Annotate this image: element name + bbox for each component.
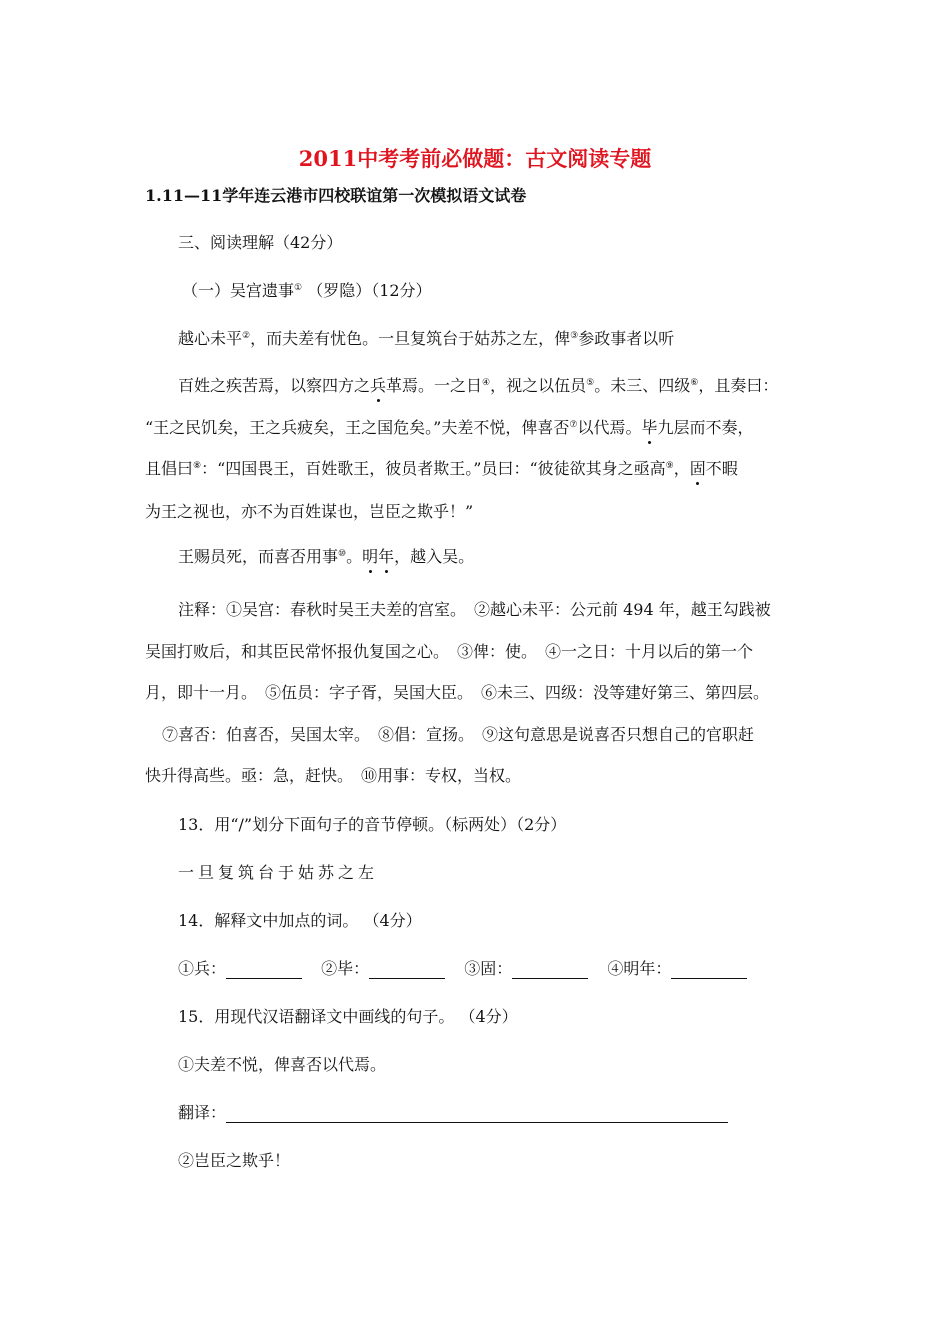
text-span: ，而夫差有忧色。一旦复筑台于姑苏之左，俾 (250, 329, 571, 348)
answer-blank[interactable] (369, 962, 445, 979)
translation-row (178, 1103, 728, 1123)
text-span: ， (673, 459, 690, 478)
question-15-sentence-2: ②岂臣之欺乎！ (178, 1151, 291, 1170)
text-span: 越心未平 (178, 329, 243, 348)
translation-label: 翻译： (178, 1103, 227, 1122)
dotted-word-ming: 明 (362, 547, 379, 566)
passage-author: （罗隐）（12分） (307, 281, 432, 300)
footnote-ref: ⑩ (338, 549, 347, 559)
notes-line-5: 快升得高些。亟：急，赶快。 ⑩用事：专权，当权。 (145, 766, 522, 785)
passage-heading (182, 281, 432, 301)
passage-line-4 (145, 459, 738, 479)
text-span: 以代焉。 (577, 418, 642, 437)
question-15-sentence-1: ①夫差不悦，俾喜否以代焉。 (178, 1055, 387, 1074)
dotted-word-nian: 年 (378, 547, 395, 566)
passage-line-3 (145, 418, 754, 438)
text-span: 。 (346, 547, 363, 566)
text-span: 九层而不奏， (657, 418, 754, 437)
text-span: 革焉。一之日 (386, 376, 483, 395)
answer-blank[interactable] (671, 962, 747, 979)
exam-heading: 1.11—11学年连云港市四校联谊第一次模拟语文试卷 (145, 186, 527, 205)
answer-blank[interactable] (226, 962, 302, 979)
text-span: 参政事者以听 (578, 329, 675, 348)
text-span: ，越入吴。 (394, 547, 475, 566)
question-13-sentence: 一旦复筑台于姑苏之左 (178, 863, 379, 882)
footnote-ref: ⑥ (690, 378, 699, 388)
text-span: 且倡曰 (145, 459, 194, 478)
dotted-word-bing: 兵 (370, 376, 387, 395)
footnote-ref: ⑨ (665, 461, 674, 471)
blank-label: ④明年： (607, 959, 672, 978)
passage-line-5: 为王之视也，亦不为百姓谋也，岂臣之欺乎！” (145, 502, 474, 521)
text-span: 。未三、四级 (594, 376, 691, 395)
footnote-ref: ⑧ (193, 461, 202, 471)
passage-line-6 (178, 547, 474, 567)
footnote-ref: ① (294, 283, 303, 293)
blank-label: ②毕： (321, 959, 370, 978)
text-span: 不暇 (705, 459, 738, 478)
footnote-ref: ② (242, 331, 251, 341)
text-span: 百姓之疾苦焉，以察四方之 (178, 376, 371, 395)
text-span: ，视之以伍员 (490, 376, 587, 395)
notes-line-2: 吴国打败后，和其臣民常怀报仇复国之心。 ③俾：使。 ④一之日：十月以后的第一个 (145, 642, 754, 661)
passage-line-2 (178, 376, 778, 396)
text-span: 王赐员死，而喜否用事 (178, 547, 339, 566)
passage-part: （一）吴宫遗事 (182, 281, 295, 300)
blank-label: ①兵： (178, 959, 227, 978)
section-heading: 三、阅读理解（42分） (178, 233, 343, 252)
answer-blank[interactable] (512, 962, 588, 979)
blank-label: ③固： (464, 959, 513, 978)
notes-line-1: 注释：①吴宫：春秋时吴王夫差的宫室。 ②越心未平：公元前 494 年，越王勾践被 (178, 600, 771, 619)
text-span: “王之民饥矣，王之兵疲矣，王之国危矣。”夫差不悦，俾喜否 (145, 418, 570, 437)
question-14: 14．解释文中加点的词。 （4分） (178, 911, 422, 930)
notes-line-4: ⑦喜否：伯喜否，吴国太宰。 ⑧倡：宣扬。 ⑨这句意思是说喜否只想自己的官职赶 (162, 725, 755, 744)
question-13: 13．用“/”划分下面句子的音节停顿。（标两处）（2分） (178, 815, 567, 834)
dotted-word-bi: 毕 (641, 418, 658, 437)
question-14-blanks (178, 959, 761, 979)
footnote-ref: ⑦ (569, 420, 578, 430)
question-15: 15．用现代汉语翻译文中画线的句子。 （4分） (178, 1007, 518, 1026)
footnote-ref: ④ (482, 378, 491, 388)
footnote-ref: ⑤ (586, 378, 595, 388)
translation-blank[interactable] (226, 1106, 728, 1123)
notes-line-3: 月，即十一月。 ⑤伍员：字子胥，吴国大臣。 ⑥未三、四级：没等建好第三、第四层。 (145, 683, 770, 702)
text-span: ：“四国畏王，百姓歌王，彼员者欺王。”员曰：“彼徒欲其身之亟高 (201, 459, 666, 478)
passage-line-1 (178, 329, 674, 349)
footnote-ref: ③ (570, 331, 579, 341)
document-title: 2011中考考前必做题：古文阅读专题 (298, 146, 652, 171)
dotted-word-gu: 固 (689, 459, 706, 478)
text-span: ，且奏曰： (698, 376, 779, 395)
